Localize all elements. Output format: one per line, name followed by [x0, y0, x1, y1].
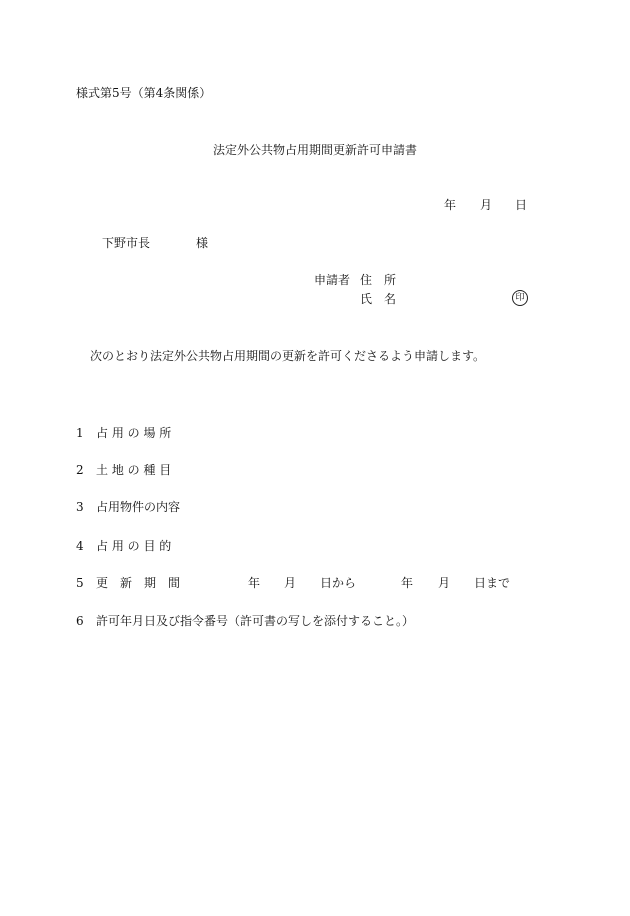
- item-label: 占 用 の 目 的: [96, 539, 172, 553]
- item-label: 土 地 の 種 目: [96, 463, 172, 477]
- item-label: 許可年月日及び指令番号（許可書の写しを添付すること。）: [96, 614, 415, 628]
- addressee-name: 下野市長: [102, 236, 151, 250]
- date-year: 年: [444, 198, 457, 212]
- date-month: 月: [480, 198, 493, 212]
- period-to-year: 年: [401, 576, 414, 590]
- item-number: 3: [76, 500, 84, 514]
- item-number: 4: [76, 539, 84, 553]
- date-day: 日: [515, 198, 528, 212]
- period-from-day: 日から: [320, 576, 357, 590]
- item-label: 占 用 の 場 所: [96, 426, 172, 440]
- item-label: 占用物件の内容: [96, 500, 181, 514]
- body-text: 次のとおり法定外公共物占用期間の更新を許可くださるよう申請します。: [90, 349, 486, 363]
- addressee-honorific: 様: [196, 236, 209, 250]
- form-number: 様式第5号（第4条関係）: [76, 86, 212, 100]
- period-to-month: 月: [438, 576, 451, 590]
- item-number: 5: [76, 576, 84, 590]
- seal-mark: 印: [512, 290, 528, 306]
- item-number: 1: [76, 426, 84, 440]
- period-from-month: 月: [284, 576, 297, 590]
- document-title: 法定外公共物占用期間更新許可申請書: [213, 143, 418, 157]
- applicant-address-label: 住 所: [360, 273, 397, 287]
- applicant-name-label: 氏 名: [360, 292, 397, 306]
- item-number: 6: [76, 614, 84, 628]
- applicant-label: 申請者: [314, 273, 351, 287]
- item-number: 2: [76, 463, 84, 477]
- item-label: 更 新 期 間: [96, 576, 181, 590]
- period-to-day: 日まで: [474, 576, 511, 590]
- period-from-year: 年: [248, 576, 261, 590]
